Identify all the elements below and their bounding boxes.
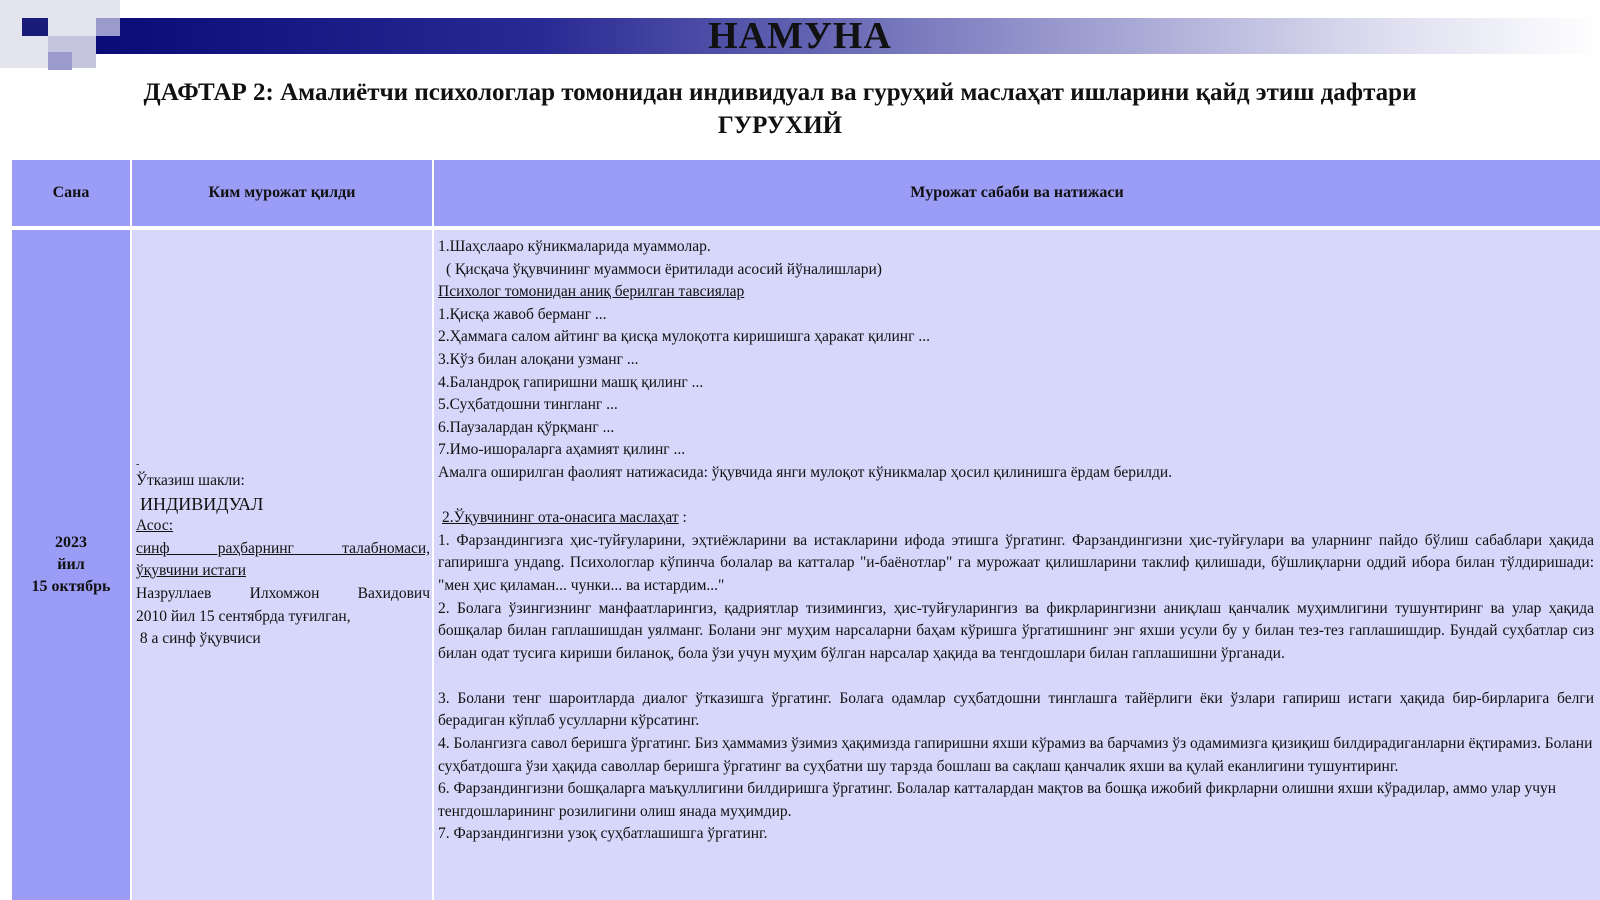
parents-item: 7. Фарзандингизни узоқ суҳбатлашишга ўргатинг. <box>438 825 768 843</box>
spacer <box>438 485 1594 508</box>
parents-item: 2. Болага ўзингизнинг манфаатларингиз, қадриятлар тизимингиз, ҳис-туйғуларингиз ва фикрларингизни аниқлаш қанчалик муҳимлигини тушунтиринг ва улар ҳақида бошқалар билан гаплашишдан уялманг. Болани энг муҳим нарсаларни баҳам кўришга ўргатишнинг энг яхши усули бу у билан тез-тез гаплашишдир. Бундай суҳбатлар сиз билан одат тусига кириши биланоқ, бола ўзи учун муҳим бўлган нарсалар ҳақида ва тенгдошлари билан гаплашишни ўрганади. <box>438 599 1594 662</box>
parents-title-suffix: : <box>678 509 687 527</box>
parents-item: 6. Фарзандингизни бошқаларга маъқуллигини билдиришга ўргатинг. Болалар катталардан мақтов ва бошқа ижобий фикрларни олишни яхши кўрадилар, аммо улар учун тенгдошларининг розилигини олиш янада муҳимдир. <box>438 780 1557 820</box>
parents-item: 3. Болани тенг шароитларда диалог ўтказишга ўргатинг. Болага одамлар суҳбатдошни тинглашга тайёрлиги ёки ўзлари гапириш истаги ҳақида бир-бирларига белги берадиган кўплаб усулларни кўрсатинг. <box>438 689 1594 730</box>
basis-label: Асос: <box>136 517 174 535</box>
who-cell <box>132 230 432 900</box>
recommendations-title: Психолог томонидан аниқ берилган тавсиялар <box>438 283 745 301</box>
document-title-line2: ГУРУХИЙ <box>717 112 843 139</box>
parents-item: 1. Фарзандингизга ҳис-туйғуларини, эҳтиёжларини ва истакларини ифода этишга ўргатинг. Фарзандингизни ҳис-туйғулари ва уларнинг пайдо бўлиш сабаблари ҳақида гапиришга ундаng. Психологлар кўпинча болалар ва катталар "и-баёнотлар" га мурожаат қилишларини таклиф қилишади, бўшлиқларни оддий ибора билан тўлдиришади: "мен ҳис қиламан... чунки... ва истардим..." <box>438 531 1594 594</box>
date-day: 15 октябрь <box>31 578 111 595</box>
basis-line2: ўқувчини истаги <box>136 562 246 580</box>
date-year: 2023 <box>54 534 87 551</box>
result-text: Амалга оширилган фаолият натижасида: ўқувчида янги мулоқот кўникмалар ҳосил қилинишга ёрдам берилди. <box>438 463 1173 481</box>
form-label: Ўтказиш шакли: <box>136 472 245 489</box>
banner-title: НАМУНА <box>708 15 892 57</box>
header-date: Сана <box>12 160 130 226</box>
problem-note: ( Қисқача ўқувчининг муаммоси ёритилади асосий йўналишлари) <box>446 260 882 278</box>
problem-text: 1.Шаҳслааро кўникмаларида муаммолар. <box>438 238 711 255</box>
student-birth: 2010 йил 15 сентябрда туғилган, <box>136 607 351 625</box>
journal-table <box>12 160 1600 900</box>
student-name: Назруллаев Илхомжон Вахидович <box>136 584 430 602</box>
who-dash: - <box>136 459 140 470</box>
parents-heading <box>438 507 1594 530</box>
recommendation-item: 4.Баландроқ гапиришни машқ қилинг ... <box>438 373 704 391</box>
student-class: 8 а синф ўқувчиси <box>136 630 261 648</box>
recommendation-item: 3.Кўз билан алоқани узманг ... <box>438 350 639 368</box>
document-title <box>60 76 1500 142</box>
recommendation-item: 2.Ҳаммага салом айтинг ва қисқа мулоқотга киришишга ҳаракат қилинг ... <box>438 328 930 346</box>
basis-line1: синф раҳбарнинг талабномаси, <box>136 539 430 557</box>
document-title-line1: ДАФТАР 2: Амалиётчи психологлар томонидан индивидуал ва гуруҳий маслаҳат ишларини қайд этиш дафтари <box>143 79 1417 106</box>
date-cell <box>12 230 130 900</box>
recommendation-item: 6.Паузалардан қўрқманг ... <box>438 418 615 436</box>
header-reason: Мурожат сабаби ва натижаси <box>434 160 1600 226</box>
recommendation-item: 1.Қисқа жавоб берманг ... <box>438 305 607 323</box>
recommendation-item: 5.Суҳбатдошни тингланг ... <box>438 396 618 414</box>
date-year-word: йил <box>57 556 85 573</box>
parents-title: 2.Ўқувчининг ота-онасига маслаҳат <box>442 509 679 527</box>
spacer <box>438 665 1594 688</box>
parents-item: 4. Болангизга савол беришга ўргатинг. Биз ҳаммамиз ўзимиз ҳақимизда гапиришни яхши кўрамиз ва барчамиз ўз одамимизга қизиқиш билдирадиганларни ёқтирамиз. Болани суҳбатдошга ўзи ҳақида саволлар беришга ўргатинг ва суҳбатни шу тарзда бошлаш ва сақлаш қанчалик яхши ва қулай еканлигини тушунтиринг. <box>438 735 1593 775</box>
recommendation-item: 7.Имо-ишораларга аҳамият қилинг ... <box>438 441 686 459</box>
form-value: ИНДИВИДУАЛ <box>140 493 264 514</box>
reason-cell <box>434 230 1600 900</box>
header-who: Ким мурожат қилди <box>132 160 432 226</box>
